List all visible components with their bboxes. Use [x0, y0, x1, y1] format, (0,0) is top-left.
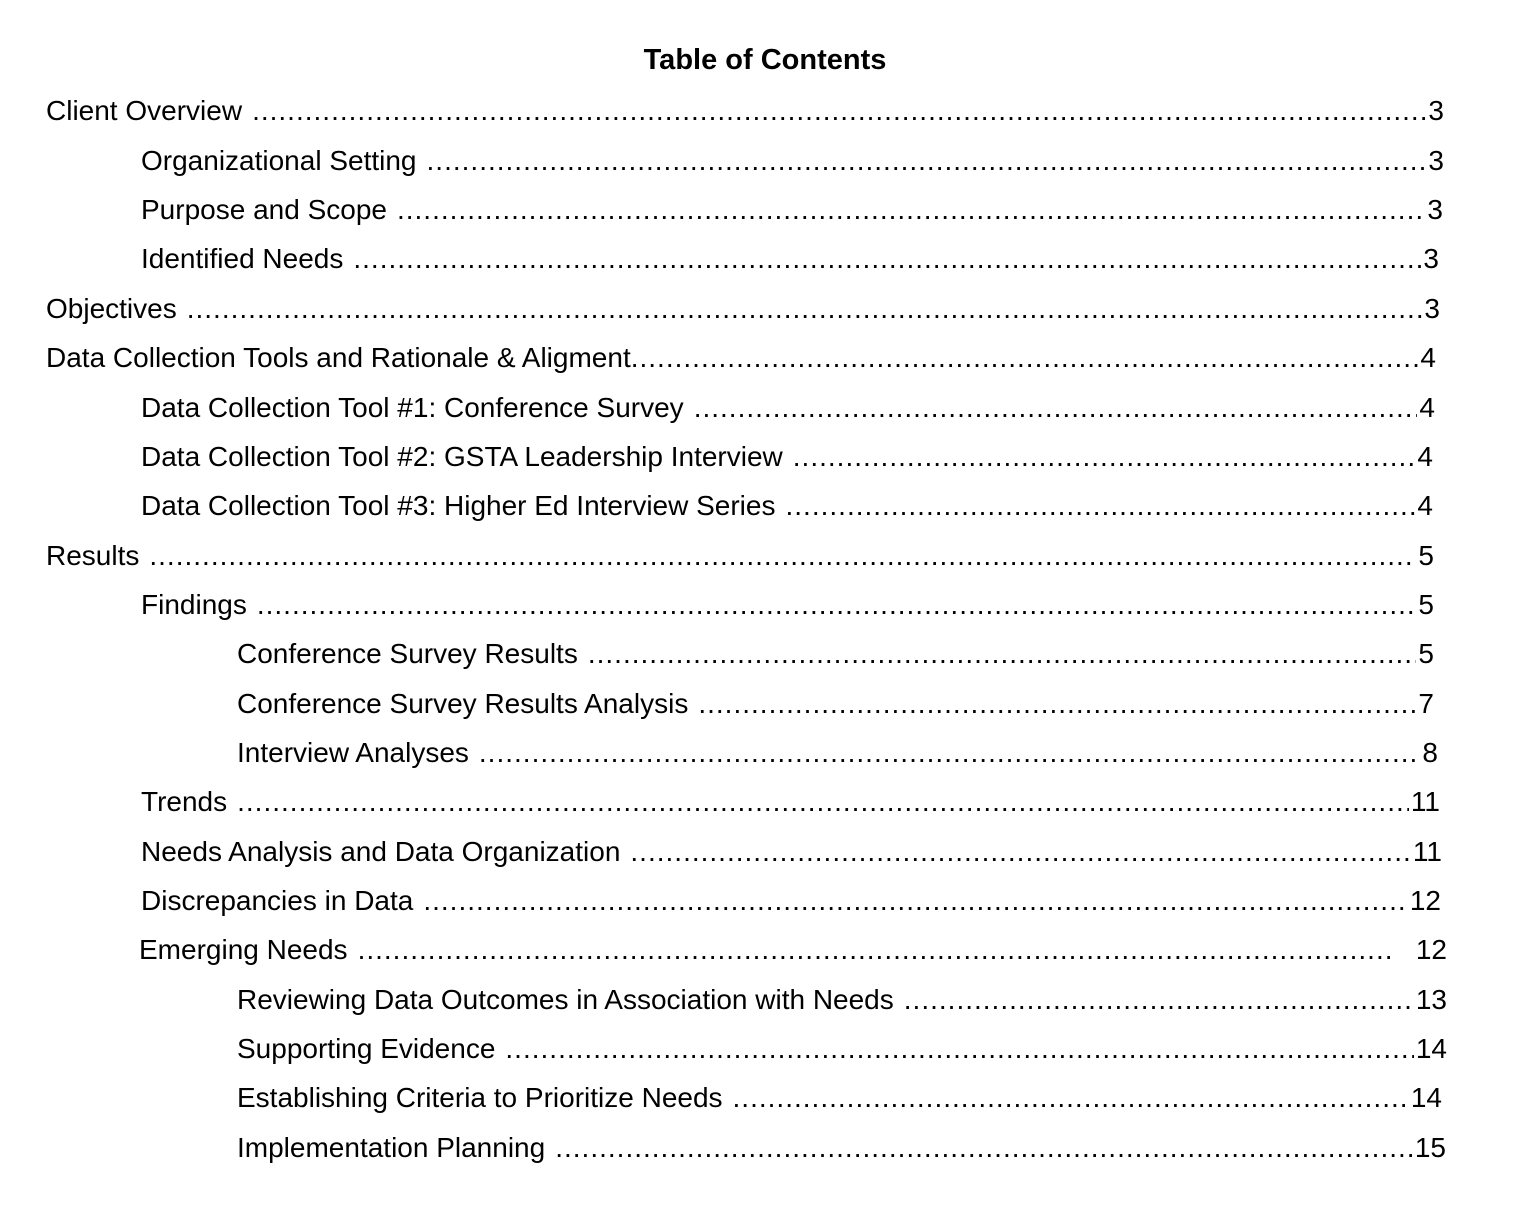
- toc-page-number: 3: [1428, 145, 1444, 176]
- toc-entry-implementation-planning[interactable]: [237, 1130, 1446, 1166]
- toc-dot-leader: [257, 587, 1417, 623]
- toc-entry-label: Objectives: [46, 293, 177, 324]
- toc-entry-discrepancies-in-data[interactable]: [141, 883, 1441, 919]
- toc-entry-label: Data Collection Tool #1: Conference Survey: [141, 392, 684, 423]
- toc-entry-findings[interactable]: [141, 587, 1434, 623]
- toc-entry-label: Purpose and Scope: [141, 194, 387, 225]
- toc-dot-leader: [479, 735, 1421, 771]
- toc-dot-leader: [237, 784, 1409, 820]
- toc-dot-leader: [630, 834, 1411, 870]
- toc-entry-label: Discrepancies in Data: [141, 885, 414, 916]
- toc-page-number: 4: [1419, 392, 1435, 423]
- toc-dot-leader: [733, 1080, 1409, 1116]
- toc-dot-leader: [588, 636, 1417, 672]
- toc-page-number: 8: [1422, 737, 1438, 768]
- toc-page-number: 14: [1410, 1082, 1442, 1113]
- toc-entry-client-overview[interactable]: [46, 93, 1444, 129]
- toc-page-number: 13: [1415, 984, 1447, 1015]
- toc-page-number: 3: [1428, 95, 1444, 126]
- toc-page-number: 12: [1409, 885, 1441, 916]
- toc-page-number: 11: [1412, 836, 1442, 867]
- toc-page-number: 5: [1418, 589, 1434, 620]
- toc-dot-leader: [353, 241, 1421, 277]
- toc-entry-organizational-setting[interactable]: [141, 143, 1444, 179]
- toc-page-number: 7: [1418, 688, 1434, 719]
- toc-entry-interview-analyses[interactable]: [237, 735, 1438, 771]
- toc-entry-label: Implementation Planning: [237, 1132, 546, 1163]
- toc-entry-emerging-needs[interactable]: [139, 932, 1447, 968]
- toc-dot-leader: [904, 982, 1414, 1018]
- toc-entry-needs-analysis[interactable]: [141, 834, 1442, 870]
- toc-page-number: 3: [1427, 194, 1443, 225]
- toc-entry-conference-survey-results-analysis[interactable]: [237, 686, 1434, 722]
- toc-page-number: 5: [1418, 638, 1434, 669]
- toc-dot-leader: [427, 143, 1427, 179]
- toc-entry-label: Conference Survey Results: [237, 638, 578, 669]
- toc-entry-label: Results: [46, 540, 140, 571]
- toc-page-number: 3: [1423, 243, 1439, 274]
- toc-page-number: 11: [1410, 786, 1440, 817]
- page-title: Table of Contents: [643, 44, 887, 76]
- toc-entry-data-collection-tool-3[interactable]: [141, 488, 1433, 524]
- toc-entry-label: Needs Analysis and Data Organization: [141, 836, 621, 867]
- toc-entry-label: Identified Needs: [141, 243, 344, 274]
- toc-dot-leader: [631, 340, 1419, 376]
- toc-entry-identified-needs[interactable]: [141, 241, 1439, 277]
- toc-dot-leader: [694, 390, 1418, 426]
- toc-entry-label: Data Collection Tool #3: Higher Ed Interview Series: [141, 490, 776, 521]
- toc-dot-leader: [358, 932, 1390, 968]
- toc-entry-data-collection-tool-2[interactable]: [141, 439, 1433, 475]
- toc-entry-label: Data Collection Tools and Rationale & Aligment: [46, 342, 631, 373]
- toc-entry-label: Reviewing Data Outcomes in Association with Needs: [237, 984, 894, 1015]
- toc-entry-results[interactable]: [46, 538, 1434, 574]
- toc-page-number: 4: [1417, 490, 1433, 521]
- toc-entry-data-collection-tools[interactable]: [46, 340, 1436, 376]
- toc-dot-leader: [698, 686, 1416, 722]
- toc-entry-label: Supporting Evidence: [237, 1033, 496, 1064]
- toc-page-number: 15: [1414, 1132, 1446, 1163]
- toc-entry-label: Client Overview: [46, 95, 243, 126]
- toc-dot-leader: [149, 538, 1416, 574]
- toc-entry-label: Emerging Needs: [139, 934, 348, 965]
- toc-dot-leader: [785, 488, 1415, 524]
- toc-entry-label: Conference Survey Results Analysis: [237, 688, 689, 719]
- toc-dot-leader: [555, 1130, 1413, 1166]
- toc-page-number: 12: [1415, 934, 1447, 965]
- toc-dot-leader: [397, 192, 1425, 228]
- toc-page-number: 4: [1417, 441, 1433, 472]
- toc-entry-label: Establishing Criteria to Prioritize Needs: [237, 1082, 723, 1113]
- toc-entry-supporting-evidence[interactable]: [237, 1031, 1447, 1067]
- toc-entry-reviewing-data-outcomes[interactable]: [237, 982, 1447, 1018]
- toc-entry-conference-survey-results[interactable]: [237, 636, 1434, 672]
- toc-page-number: 3: [1424, 293, 1440, 324]
- toc-dot-leader: [423, 883, 1408, 919]
- toc-entry-data-collection-tool-1[interactable]: [141, 390, 1435, 426]
- toc-dot-leader: [252, 93, 1426, 129]
- toc-dot-leader: [793, 439, 1416, 475]
- toc-entry-label: Interview Analyses: [237, 737, 469, 768]
- toc-page-number: 5: [1418, 540, 1434, 571]
- toc-entry-purpose-and-scope[interactable]: [141, 192, 1443, 228]
- toc-entry-trends[interactable]: [141, 784, 1440, 820]
- toc-dot-leader: [187, 291, 1423, 327]
- toc-entry-objectives[interactable]: [46, 291, 1440, 327]
- toc-entry-label: Trends: [141, 786, 228, 817]
- toc-page-number: 4: [1420, 342, 1436, 373]
- toc-entry-label: Data Collection Tool #2: GSTA Leadership Interview: [141, 441, 783, 472]
- toc-entry-label: Findings: [141, 589, 247, 620]
- toc-entry-establishing-criteria[interactable]: [237, 1080, 1442, 1116]
- toc-dot-leader: [505, 1031, 1413, 1067]
- toc-entry-label: Organizational Setting: [141, 145, 417, 176]
- toc-page-number: 14: [1415, 1033, 1447, 1064]
